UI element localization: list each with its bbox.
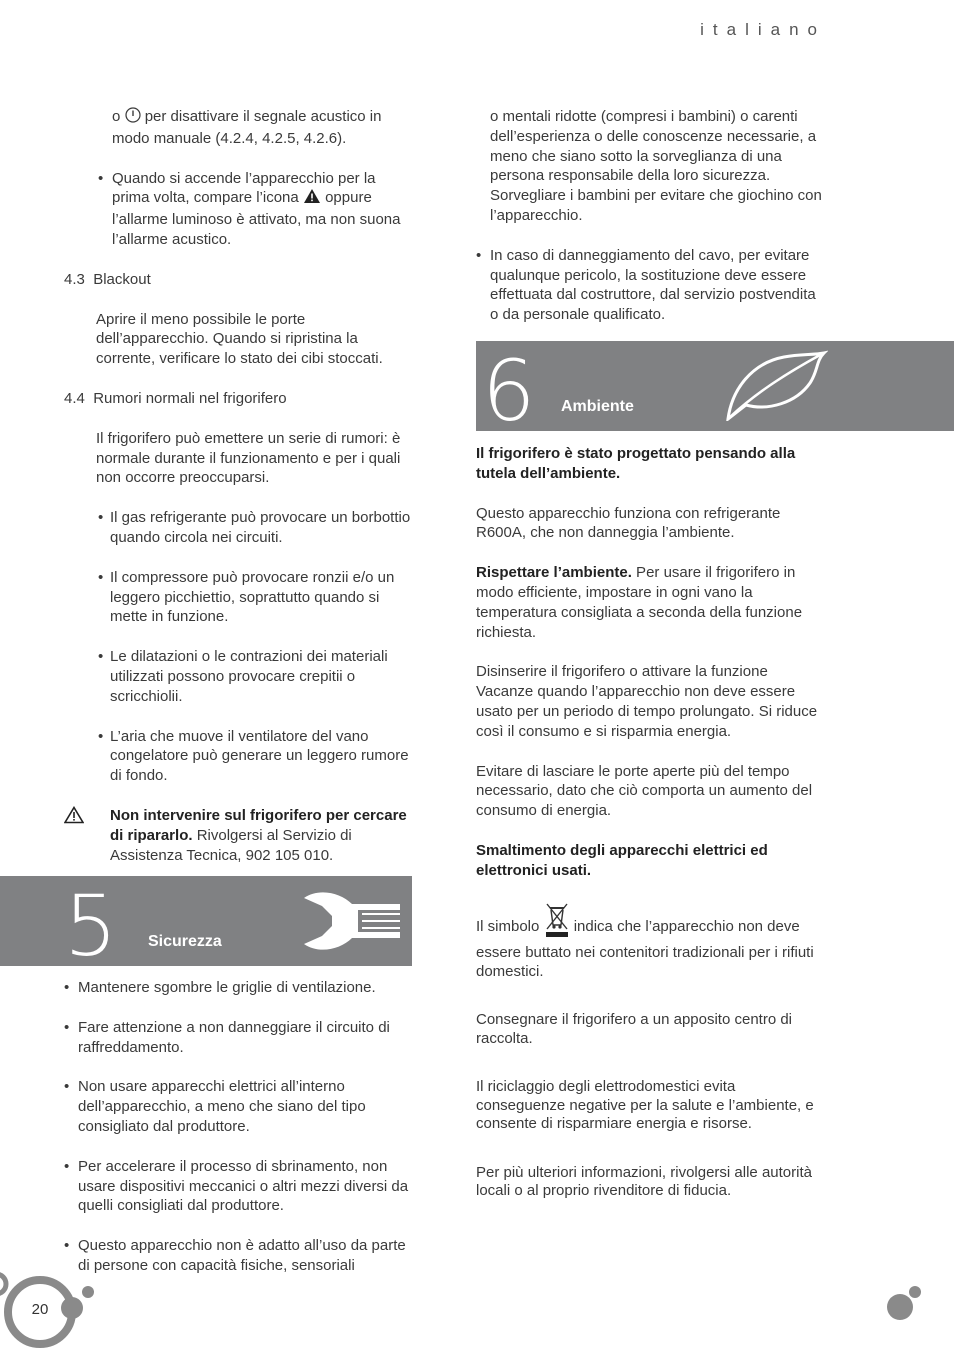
list-item: • Mantenere sgombre le griglie di ventilazione. [64,978,416,998]
section-number: 6 [482,342,536,440]
noise-intro: Il frigorifero può emettere un serie di rumori: è normale durante il funzionamento e per i quali non occorre preoccuparsi. [96,429,401,487]
list-item: • Fare attenzione a non danneggiare il circuito di raffreddamento. [64,1018,416,1058]
list-item: • Quando si accende l’apparecchio per la prima volta, compare l’icona oppure l’allarme luminoso è attivato, ma non suona l’allarme acustico. [98,169,416,250]
warning-note: Non intervenire sul frigorifero per cercare di ripararlo. Rivolgersi al Servizio di Assistenza Tecnica, 902 105 010. [64,806,416,865]
list-item: • Le dilatazioni o le contrazioni dei materiali utilizzati possono provocare crepitii o scricchiolii. [98,647,416,706]
paragraph: Consegnare il frigorifero a un apposito centro di raccolta. [476,1011,793,1047]
blackout-text: Aprire il meno possibile le porte dell’apparecchio. Quando si ripristina la corrente, verificare lo stato dei cibi stoccati. [96,310,383,368]
paragraph: Rispettare l’ambiente. Per usare il frigorifero in modo efficiente, impostare in ogni vano la temperatura consigliata a seconda della funzione richiesta. [476,564,803,641]
warning-outline-icon [64,806,84,830]
language-label: italiano [700,20,826,39]
paragraph: Evitare di lasciare le porte aperte più del tempo necessario, dato che ciò comporta un aumento del consumo di energia. [476,762,813,820]
paragraph: Il riciclaggio degli elettrodomestici evita conseguenze negative per la salute e l’ambiente, e consente di risparmiare energia e risorse. [476,1078,814,1133]
leaf-icon [724,349,828,427]
list-item: • L’aria che muove il ventilatore del vano congelatore può generare un leggero rumore di fondo. [98,727,416,786]
section-5-band [0,876,412,975]
safety-continued: o mentali ridotte (compresi i bambini) o carenti dell’esperienza o delle conoscenze necessarie, a meno che siano sotto la sorveglianza di una persona responsabile della loro sicurezza. Sorvegliare i bambini per evitare che giochino con l’apparecchio. [490,108,822,224]
list-item: • Non usare apparecchi elettrici all’interno dell’apparecchio, a meno che siano del tipo consigliato dal produttore. [64,1077,416,1136]
section-title: Sicurezza [148,933,222,950]
safety-list [64,978,416,1276]
list-item: • Il gas refrigerante può provocare un borbottio quando circola nei circuiti. [98,508,416,548]
section-title: Ambiente [561,398,634,415]
paragraph: Il simbolo indica che l’apparecchio non deve essere buttato nei contenitori tradizionali per i rifiuti domestici. [476,901,822,982]
power-icon [125,107,141,129]
environment-text [476,444,822,1201]
environment-lead: Il frigorifero è stato progettato pensando alla tutela dell’ambiente. [476,445,796,482]
list-item: • Per accelerare il processo di sbrinamento, non usare dispositivi meccanici o altri mezzi diversi da quelli consigliati dal produttore. [64,1157,416,1216]
section-number: 5 [64,877,118,975]
intro-paragraph: o per disattivare il segnale acustico in modo manuale (4.2.4, 4.2.5, 4.2.6). [112,108,382,147]
paragraph: Disinserire il frigorifero o attivare la funzione Vacanze quando l’apparecchio non deve essere usato per un periodo di tempo prolungato. Si riduce così il consumo e si risparmia energia. [476,663,818,740]
section-heading-4-3: 4.3 Blackout [64,270,151,288]
right-column-top [476,107,822,325]
paragraph: Questo apparecchio funziona con refrigerante R600A, che non danneggia l’ambiente. [476,504,781,542]
list-item: • Questo apparecchio non è adatto all’uso da parte di persone con capacità fisiche, sensoriali [64,1236,416,1276]
wrench-icon [296,890,406,958]
list-item: • Il compressore può provocare ronzii e/o un leggero picchiettio, soprattutto quando si mette in funzione. [98,568,416,627]
section-6-band [476,341,954,440]
page-decoration-right [880,1278,930,1328]
weee-heading: Smaltimento degli apparecchi elettrici ed elettronici usati. [476,841,768,879]
list-item: • In caso di danneggiamento del cavo, per evitare qualunque pericolo, la sostituzione deve essere effettuata dal costruttore, dal servizio postvendita o da personale qualificato. [476,246,822,325]
warning-icon [303,188,321,210]
section-heading-4-4: 4.4 Rumori normali nel frigorifero [64,389,287,407]
paragraph: Per più ulteriori informazioni, rivolgersi alle autorità locali o al proprio rivenditore di fiducia. [476,1163,812,1200]
crossed-bin-icon [544,901,570,945]
page-number: 20 [31,1301,49,1318]
left-column [64,107,416,865]
